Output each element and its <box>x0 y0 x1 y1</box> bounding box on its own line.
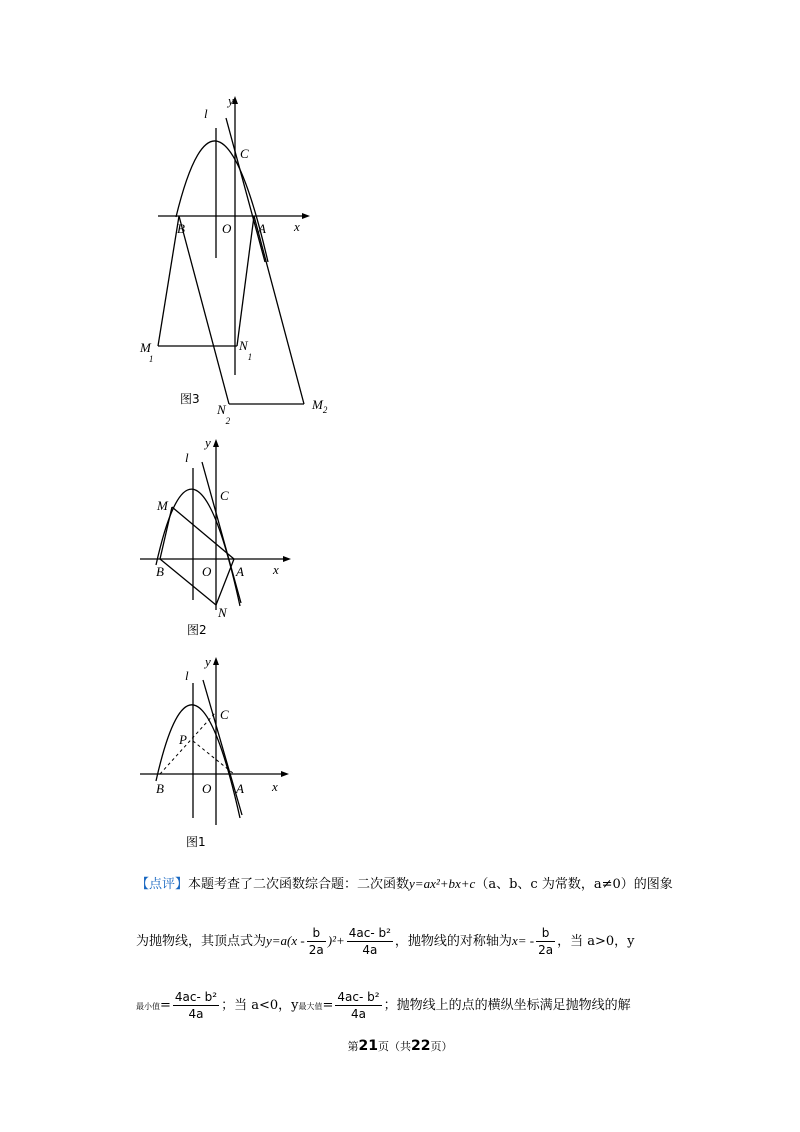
max-value-subscript: 最大值 <box>298 1002 323 1011</box>
fig2-label-c: C <box>220 488 229 503</box>
coefficient-condition: （a、b、c 为常数，a≠0）的图象 <box>475 877 673 892</box>
axis-text: ，抛物线的对称轴为 <box>394 934 512 949</box>
fig3-label-l: l <box>204 106 208 121</box>
fig3-label-n2: $N_2$ <box>217 402 231 426</box>
footer-mid: 页（共 <box>378 1040 411 1053</box>
fig1-dashed-bc <box>160 712 216 774</box>
commentary-line-2-end: ，当 a>0，y <box>557 934 635 949</box>
footer-suffix: 页） <box>430 1040 453 1053</box>
fig3-label-c: C <box>240 146 249 161</box>
fig1-label-x: x <box>272 779 278 794</box>
fig1-label-y: y <box>205 654 211 669</box>
footer-prefix: 第 <box>347 1040 359 1053</box>
commentary-line-3: 最小值= $\frac{\text{4ac- b²}}{4a}$ ；当 a<0，y最大值= $\frac{\text{4ac- b²}}{4a}$ ；抛物线上的点的横纵坐标满足抛物线的解 <box>136 990 631 1021</box>
fig3-caption: 图3 <box>180 392 200 406</box>
fig2-caption: 图2 <box>187 623 207 637</box>
fig3-label-n1: $N_1$ <box>239 338 253 362</box>
fig1-caption: 图1 <box>186 835 206 849</box>
fig1-label-p: P <box>179 732 187 747</box>
fraction-min-value: $\frac{\text{4ac- b²}}{4a}$ <box>174 990 218 1021</box>
commentary-line-2 <box>136 925 634 958</box>
fig3-label-a: A <box>258 221 266 236</box>
fraction-b-over-2a: $\frac{b}{2a}$ <box>308 926 324 957</box>
vertex-form-start: y=a(x - <box>266 933 305 948</box>
fig1-label-l: l <box>185 668 189 683</box>
commentary-text-2: 为抛物线，其顶点式为 <box>136 934 267 949</box>
commentary-line-3-end: ；抛物线上的点的横纵坐标满足抛物线的解 <box>383 998 631 1013</box>
fraction-vertex-k: $\frac{\text{4ac- b²}}{4a}$ <box>348 926 391 957</box>
commentary-text-3: ；当 a<0，y <box>221 998 299 1013</box>
commentary-tag: 【点评】 <box>136 877 189 892</box>
fig3-label-o: O <box>222 221 232 236</box>
fig2-label-x: x <box>273 562 279 577</box>
fig2-label-m: M <box>157 498 168 513</box>
fig2-label-b: B <box>156 564 164 579</box>
quadratic-formula: y=ax²+bx+c <box>409 876 476 891</box>
total-pages: 22 <box>411 1038 431 1054</box>
fig2-label-a: A <box>236 564 244 579</box>
fraction-max-value: $\frac{\text{4ac- b²}}{4a}$ <box>337 990 380 1021</box>
page-number: 21 <box>358 1038 378 1054</box>
fig2-label-o: O <box>202 564 212 579</box>
fig1-label-b: B <box>156 781 164 796</box>
fig3-label-b: B <box>177 221 185 236</box>
fig2-label-n: N <box>218 605 227 620</box>
fig3-label-m2: $M_2$ <box>312 397 328 415</box>
fig3-label-y: y <box>228 93 234 108</box>
fig1-label-a: A <box>236 781 244 796</box>
vertex-form-mid: )²+ <box>327 933 345 948</box>
min-value-subscript: 最小值 <box>136 1002 160 1011</box>
fraction-axis: $\frac{b}{2a}$ <box>538 926 554 957</box>
fig1-label-o: O <box>202 781 212 796</box>
fig3-label-x: x <box>294 219 300 234</box>
fig2-label-y: y <box>205 435 211 450</box>
commentary-line-1 <box>136 874 673 895</box>
page-footer <box>0 1038 800 1054</box>
fig3-label-m1: M 1 <box>140 340 154 364</box>
axis-equation: x= - <box>511 933 535 948</box>
fig2-label-l: l <box>185 450 189 465</box>
fig1-dashed-pa <box>193 741 234 774</box>
commentary-text-1: 本题考查了二次函数综合题：二次函数 <box>188 877 410 892</box>
fig1-label-c: C <box>220 707 229 722</box>
